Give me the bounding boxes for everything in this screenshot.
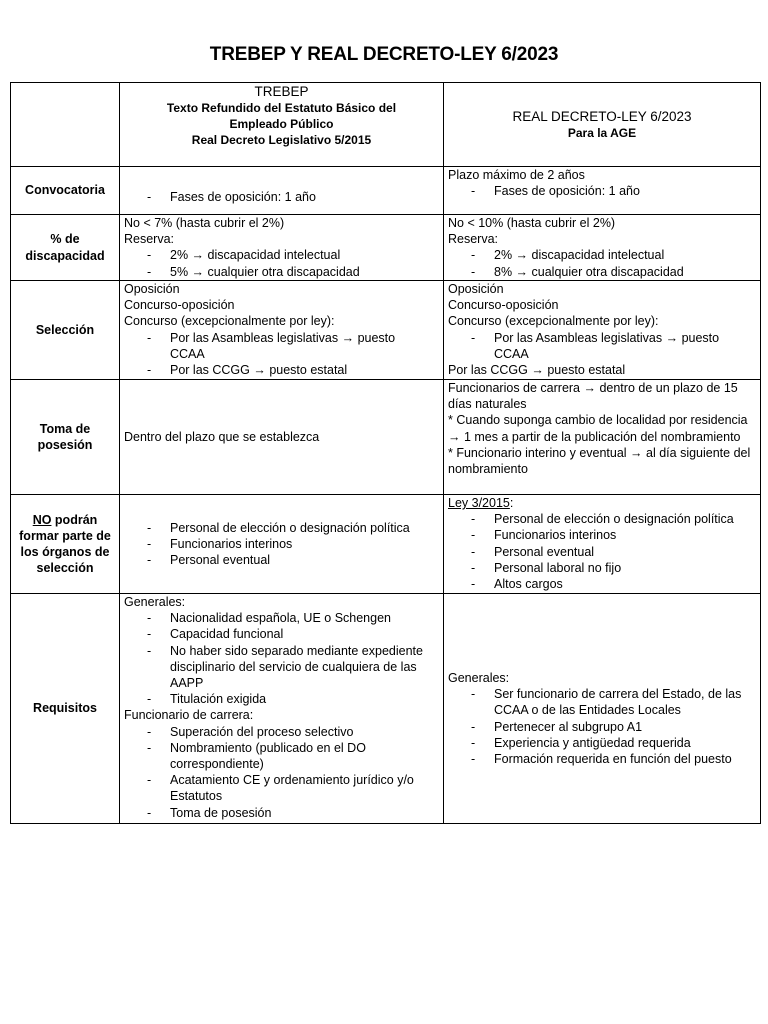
list-item: Generales: [124, 595, 186, 609]
list-item: - 5% → cualquier otra discapacidad [124, 264, 439, 280]
ley-reference: Ley 3/2015 [448, 496, 510, 510]
header-rdl [444, 83, 761, 167]
list-item: - Por las Asambleas legislativas → puesto CCAA [448, 330, 756, 362]
list-item: - 2% → discapacidad intelectual [448, 247, 756, 263]
list-item: - 8% → cualquier otra discapacidad [448, 264, 756, 280]
list-item: - Personal de elección o designación política [448, 511, 756, 527]
list-item: - Por las Asambleas legislativas → puesto CCAA [124, 330, 439, 362]
page-title: TREBEP Y REAL DECRETO-LEY 6/2023 [209, 44, 559, 65]
list-item: Funcionario de carrera: [124, 708, 254, 723]
list-item: - Fases de oposición: 1 año [448, 183, 756, 199]
header-trebep-subtitle: Texto Refundido del Estatuto Básico del Empleado Público [166, 101, 397, 131]
row-label-requisitos: Requisitos [11, 594, 120, 824]
header-trebep [120, 83, 444, 167]
list-item: - Experiencia y antigüedad requerida [448, 735, 756, 751]
header-trebep-name: TREBEP [254, 84, 309, 99]
discapacidad-trebep-cell [120, 215, 444, 281]
table-row [11, 167, 761, 215]
organos-rdl-cell [444, 495, 761, 594]
convocatoria-rdl-cell [444, 167, 761, 215]
toma-trebep-cell: Dentro del plazo que se establezca [120, 380, 444, 495]
list-item: - Toma de posesión [124, 805, 439, 821]
row-label-toma: Toma de posesión [11, 380, 120, 495]
list-item: Concurso (excepcionalmente por ley): [448, 314, 659, 329]
list-item: Oposición [124, 282, 180, 296]
list-item: Concurso-oposición [124, 298, 235, 313]
row-label-organos-rest: podrán formar parte de los órganos de selección [19, 512, 111, 576]
list-item: Por las CCGG → puesto estatal [448, 363, 626, 378]
list-item: * Funcionario interino y eventual → al día siguiente del nombramiento [448, 445, 751, 477]
table-row [11, 281, 761, 380]
list-item: - Acatamiento CE y ordenamiento jurídico y/o Estatutos [124, 772, 439, 804]
list-item: - Personal laboral no fijo [448, 560, 756, 576]
row-label-organos-no: NO [32, 512, 52, 527]
table-row [11, 215, 761, 281]
row-label-discapacidad: % de discapacidad [11, 215, 120, 281]
toma-rdl-cell [444, 380, 761, 495]
comparison-table [10, 82, 761, 824]
row-label-convocatoria: Convocatoria [11, 167, 120, 215]
seleccion-rdl-cell [444, 281, 761, 380]
table-row [11, 380, 761, 495]
list-item: - Formación requerida en función del puesto [448, 751, 756, 767]
list-item: - Titulación exigida [124, 691, 439, 707]
header-empty-cell [11, 83, 120, 167]
list-item: No < 10% (hasta cubrir el 2%) [448, 216, 616, 230]
list-item: - No haber sido separado mediante expediente disciplinario del servicio de cualquiera de las AAPP [124, 643, 439, 692]
table-row [11, 594, 761, 824]
convocatoria-trebep-cell [120, 167, 444, 215]
list-item: - Nacionalidad española, UE o Schengen [124, 610, 439, 626]
list-item: - Personal eventual [124, 552, 439, 568]
list-item: Funcionarios de carrera → dentro de un plazo de 15 días naturales [448, 381, 738, 412]
list-item: Reserva: [448, 232, 499, 247]
list-item: - Fases de oposición: 1 año [124, 189, 439, 205]
list-item: - Capacidad funcional [124, 626, 439, 642]
ley-reference-suffix: : [509, 496, 514, 510]
requisitos-trebep-cell [120, 594, 444, 824]
discapacidad-rdl-cell [444, 215, 761, 281]
list-item: - Ser funcionario de carrera del Estado, de las CCAA o de las Entidades Locales [448, 686, 756, 718]
list-item: Concurso-oposición [448, 298, 559, 313]
header-rdl-name: REAL DECRETO-LEY 6/2023 [512, 108, 692, 124]
list-item: - 2% → discapacidad intelectual [124, 247, 439, 263]
list-item: - Altos cargos [448, 576, 756, 592]
seleccion-trebep-cell [120, 281, 444, 380]
requisitos-rdl-cell [444, 594, 761, 824]
list-item: - Funcionarios interinos [124, 536, 439, 552]
list-item: Generales: [448, 670, 510, 685]
list-item: Concurso (excepcionalmente por ley): [124, 314, 335, 329]
list-item: - Pertenecer al subgrupo A1 [448, 719, 756, 735]
list-item: - Nombramiento (publicado en el DO correspondiente) [124, 740, 439, 772]
list-item: Oposición [448, 282, 504, 296]
header-trebep-law: Real Decreto Legislativo 5/2015 [191, 133, 372, 147]
list-item: - Personal de elección o designación política [124, 520, 439, 536]
list-item: Reserva: [124, 232, 175, 247]
list-item: No < 7% (hasta cubrir el 2%) [124, 216, 285, 230]
organos-trebep-cell [120, 495, 444, 594]
row-label-organos [11, 495, 120, 594]
list-item: * Cuando suponga cambio de localidad por residencia → 1 mes a partir de la publicación del nombramiento [448, 413, 748, 444]
header-rdl-subtitle: Para la AGE [567, 125, 637, 140]
list-item [448, 495, 756, 511]
row-label-seleccion: Selección [11, 281, 120, 380]
list-item: - Por las CCGG → puesto estatal [124, 362, 439, 378]
list-item: - Superación del proceso selectivo [124, 724, 439, 740]
table-header-row [11, 83, 761, 167]
list-item: - Personal eventual [448, 544, 756, 560]
list-item: Plazo máximo de 2 años [448, 168, 585, 182]
table-row [11, 495, 761, 594]
list-item: - Funcionarios interinos [448, 527, 756, 543]
